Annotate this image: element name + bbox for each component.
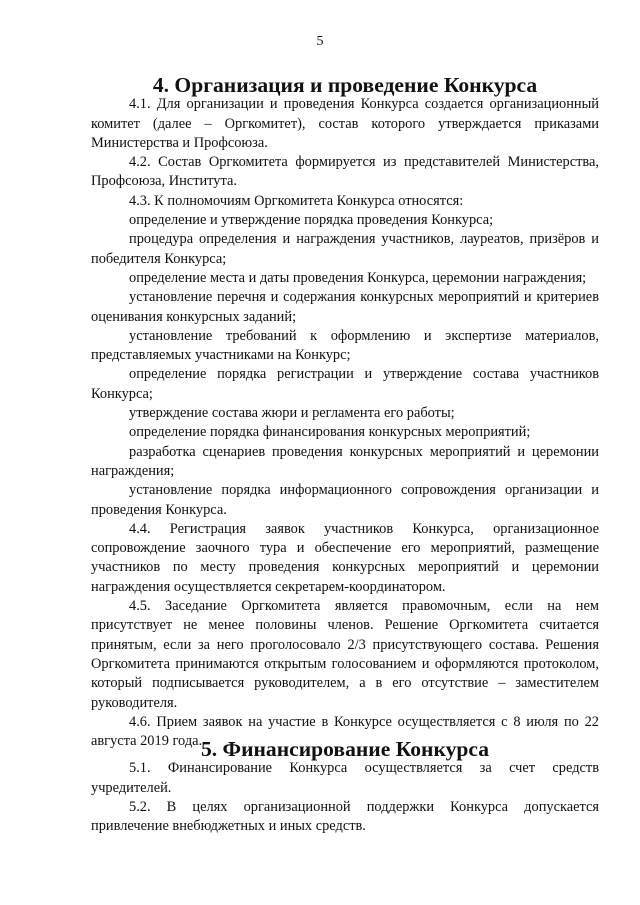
- paragraph-4-3: 4.3. К полномочиям Оргкомитета Конкурса относятся:: [129, 192, 464, 209]
- paragraph-4-2: 4.2. Состав Оргкомитета формируется из представителей Министерства, Профсоюза, Института.: [91, 154, 599, 190]
- list-item: установление перечня и содержания конкурсных мероприятий и критериев оценивания конкурсных заданий;: [91, 289, 599, 325]
- list-item: процедура определения и награждения участников, лауреатов, призёров и победителя Конкурса;: [91, 231, 599, 267]
- list-item: утверждение состава жюри и регламента его работы;: [129, 405, 455, 422]
- section-title: 5. Финансирование Конкурса: [200, 737, 490, 761]
- list-item: установление требований к оформлению и экспертизе материалов, представляемых участниками на Конкурс;: [91, 327, 599, 364]
- section-financing: [91, 737, 599, 836]
- paragraph-4-1: 4.1. Для организации и проведения Конкурса создается организационный комитет (далее – Оргкомитет), состав которого утверждается приказами Министерства и Профсоюза.: [91, 96, 599, 151]
- paragraph-4-5: 4.5. Заседание Оргкомитета является правомочным, если на нем присутствует не менее половины членов. Решение Оргкомитета считается принятым, если за него проголосовало 2/3 присутствующего состава. Решения Оргкомитета принимаются открытым голосованием и оформляются протоколом, который подписывается руководителем, а в его отсутствие – заместителем руководителя.: [91, 598, 599, 711]
- list-item: определение порядка регистрации и утверждение состава участников Конкурса;: [91, 366, 599, 402]
- page-number: 5: [316, 34, 324, 49]
- section-organization: [91, 73, 599, 751]
- list-item: определение места и даты проведения Конкурса, церемонии награждения;: [129, 269, 587, 286]
- list-item: разработка сценариев проведения конкурсных мероприятий и церемонии награждения;: [91, 443, 599, 479]
- section-title: 4. Организация и проведение Конкурса: [152, 73, 538, 97]
- paragraph-5-2: 5.2. В целях организационной поддержки Конкурса допускается привлечение внебюджетных и иных средств.: [91, 798, 599, 835]
- paragraph-4-4: 4.4. Регистрация заявок участников Конкурса, организационное сопровождение заочного тура и обеспечение его мероприятий, размещение участников по месту проведения конкурсных мероприятий и церемонии награждения осуществляется секретарем-координатором.: [91, 520, 599, 595]
- paragraph-4-6: 4.6. Прием заявок на участие в Конкурсе осуществляется с 8 июля по 22 августа 2019 года.: [91, 713, 599, 750]
- list-item: установление порядка информационного сопровождения организации и проведения Конкурса.: [91, 482, 599, 518]
- list-item: определение порядка финансирования конкурсных мероприятий;: [129, 424, 531, 441]
- list-item: определение и утверждение порядка проведения Конкурса;: [129, 212, 494, 229]
- paragraph-5-1: 5.1. Финансирование Конкурса осуществляется за счет средств учредителей.: [91, 760, 599, 796]
